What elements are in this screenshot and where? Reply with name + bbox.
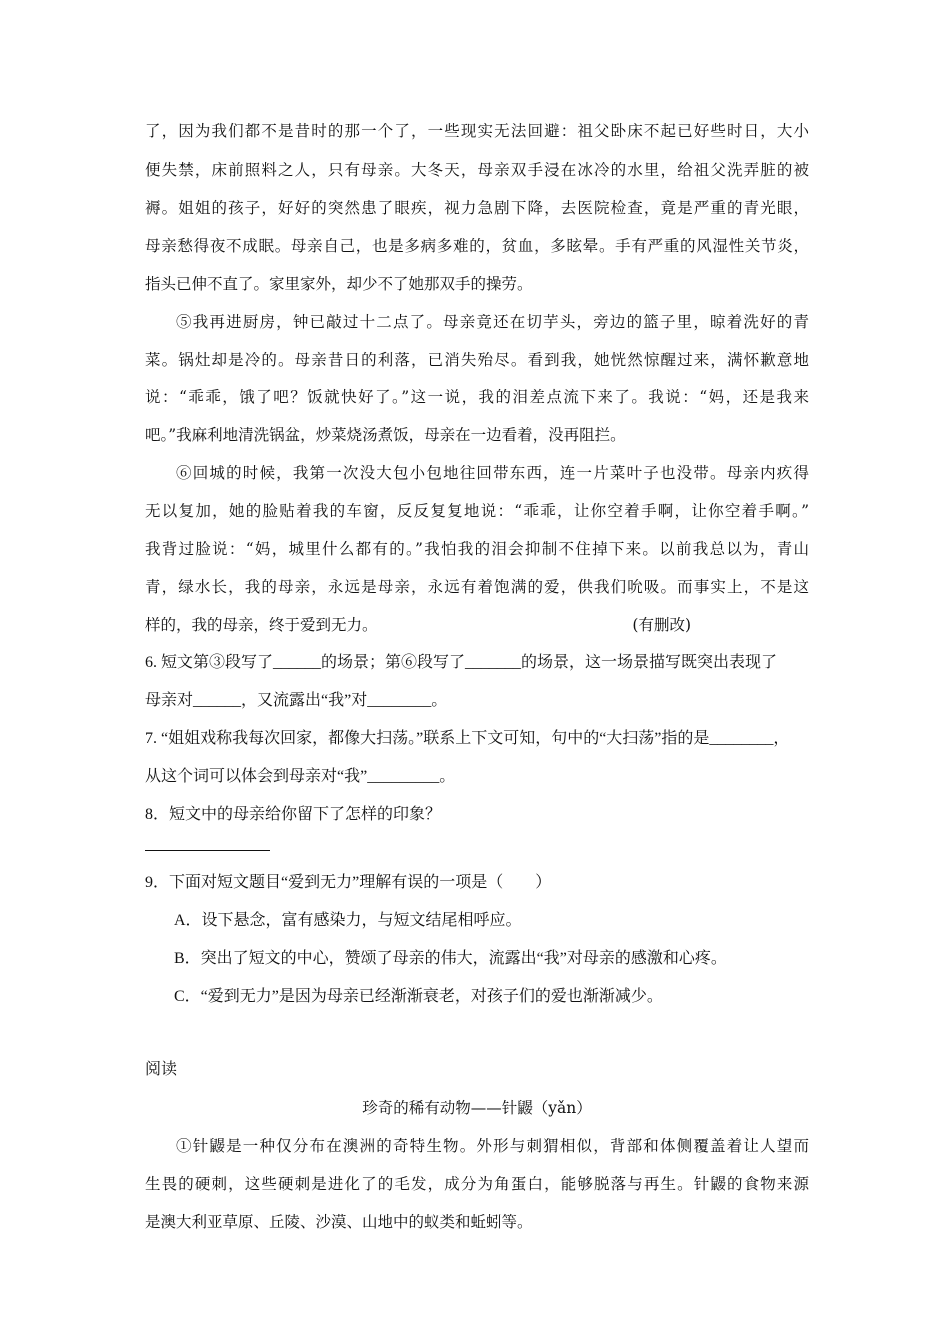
paragraph-5-line: 菜。锅灶却是冷的。母亲昔日的利落，已消失殆尽。看到我，她恍然惊醒过来，满怀歉意地 [145,351,809,369]
paragraph-5-line: ⑤我再进厨房，钟已敲过十二点了。母亲竟还在切芋头，旁边的篮子里，晾着洗好的青 [176,313,809,331]
question-9: 9．下面对短文题目“爱到无力”理解有误的一项是（ ） [145,874,552,891]
paragraph-6-line: 无以复加，她的脸贴着我的车窗，反反复复地说：“乖乖，让你空着手啊，让你空着手啊。” [145,502,809,520]
paragraph-6-line: 我背过脸说：“妈，城里什么都有的。”我怕我的泪会抑制不住掉下来。以前我总以为，青山 [145,540,809,558]
article-paragraph-1-line: ①针鼹是一种仅分布在澳洲的奇特生物。外形与刺猬相似，背部和体侧覆盖着让人望而 [176,1137,809,1155]
paragraph-6-last-line [145,615,809,635]
paragraph-6-line: 青，绿水长，我的母亲，永远是母亲，永远有着饱满的爱，供我们吮吸。而事实上，不是这 [145,578,809,596]
passage-line: 指头已伸不直了。家里家外，却少不了她那双手的操劳。 [145,275,533,293]
answer-blank-line [145,850,270,851]
passage-last-sentence: 样的，我的母亲，终于爱到无力。 [145,616,378,634]
question-6-line-1: 6. 短文第③段写了______的场景；第⑥段写了_______的场景，这一场景描写既突出表现了 [145,654,778,671]
article-title: 珍奇的稀有动物——针鼹（yǎn） [362,1099,592,1117]
question-6-line-2: 母亲对______，又流露出“我”对________。 [145,692,448,709]
article-paragraph-1-line: 生畏的硬刺，这些硬刺是进化了的毛发，成分为角蛋白，能够脱落与再生。针鼹的食物来源 [145,1175,809,1193]
paragraph-5-line: 说：“乖乖，饿了吧？饭就快好了。”这一说，我的泪差点流下来了。我说：“妈，还是我来 [145,388,809,406]
passage-line: 母亲愁得夜不成眠。母亲自己，也是多病多难的，贫血，多眩晕。手有严重的风湿性关节炎， [145,237,809,255]
question-8: 8．短文中的母亲给你留下了怎样的印象？ [145,806,442,823]
passage-line: 了，因为我们都不是昔时的那一个了，一些现实无法回避：祖父卧床不起已好些时日，大小 [145,122,809,140]
paragraph-6-line: ⑥回城的时候，我第一次没大包小包地往回带东西，连一片菜叶子也没带。母亲内疚得 [176,464,809,482]
question-9-option-c: C．“爱到无力”是因为母亲已经渐渐衰老，对孩子们的爱也渐渐减少。 [174,988,663,1005]
paragraph-5-line: 吧。”我麻利地清洗锅盆，炒菜烧汤煮饭，母亲在一边看着，没再阻拦。 [145,426,626,444]
article-paragraph-1-line: 是澳大利亚草原、丘陵、沙漠、山地中的蚁类和蚯蚓等。 [145,1213,533,1231]
passage-line: 便失禁，床前照料之人，只有母亲。大冬天，母亲双手浸在冰冷的水里，给祖父洗弄脏的被 [145,161,809,179]
question-9-option-a: A．设下悬念，富有感染力，与短文结尾相呼应。 [174,912,522,929]
edit-note: (有删改) [632,616,691,634]
question-7-line-1: 7. “姐姐戏称我每次回家，都像大扫荡。”联系上下文可知，句中的“大扫荡”指的是________， [145,730,790,747]
passage-line: 褥。姐姐的孩子，好好的突然患了眼疾，视力急剧下降，去医院检查，竟是严重的青光眼， [145,199,809,217]
question-7-line-2: 从这个词可以体会到母亲对“我”_________。 [145,768,456,785]
question-9-option-b: B．突出了短文的中心，赞颂了母亲的伟大，流露出“我”对母亲的感激和心疼。 [174,950,727,967]
reading-heading: 阅读 [145,1061,178,1078]
